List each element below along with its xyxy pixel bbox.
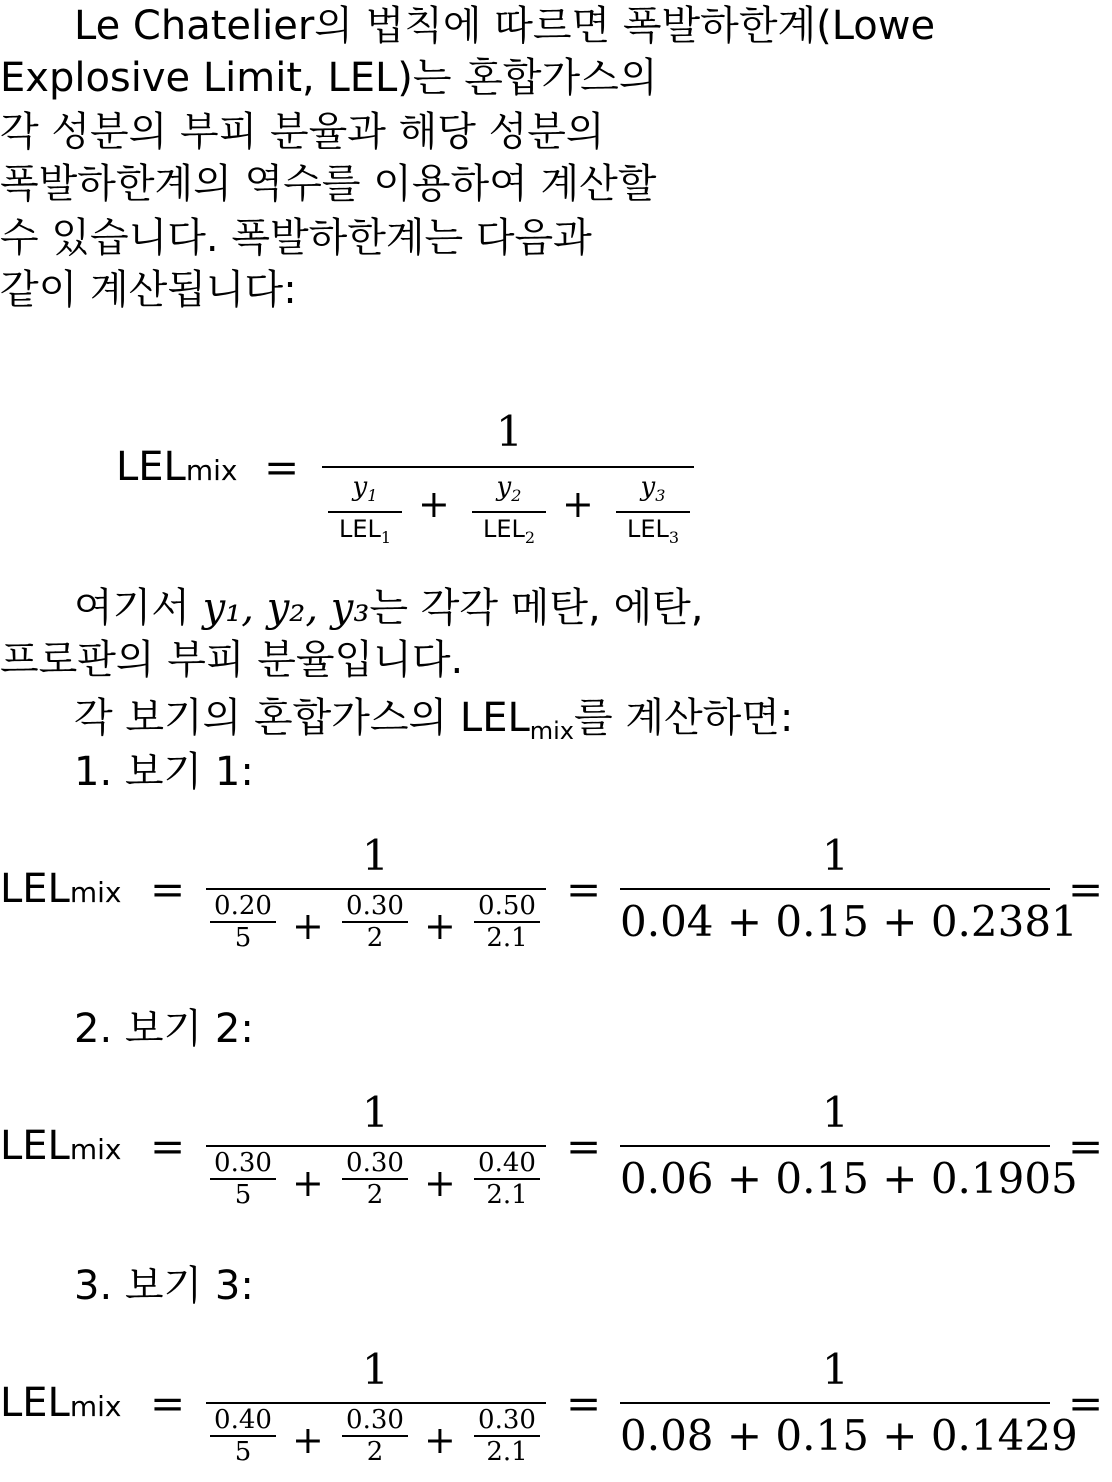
formula-term-2: $y_2$ $LEL_2$ <box>472 474 546 552</box>
equation-numerator-2: 1 <box>822 1345 849 1394</box>
equation-lhs: LELmix <box>0 866 122 912</box>
equation-fraction-bar-1 <box>206 888 546 890</box>
equation-fraction-bar-1 <box>206 1402 546 1404</box>
equation-equals-3: = <box>1068 1379 1104 1428</box>
equation-equals-2: = <box>566 1122 602 1171</box>
equation-fraction-bar-2 <box>620 1145 1050 1147</box>
equation-fraction-bar-1 <box>206 1145 546 1147</box>
example-label: 3. 보기 3: <box>74 1263 254 1309</box>
formula-term-3: $y_3$ $LEL_3$ <box>616 474 690 552</box>
formula-lhs: LEL <box>116 444 186 490</box>
equation-equals-1: = <box>150 865 186 914</box>
small-fraction: 0.30 2.1 <box>474 1406 540 1466</box>
general-formula <box>0 400 1112 550</box>
equation-sum: 0.06 + 0.15 + 0.1905 <box>620 1154 1078 1203</box>
small-fraction: 0.30 2 <box>342 892 408 952</box>
small-fraction: 0.50 2.1 <box>474 892 540 952</box>
equation-numerator-1: 1 <box>362 1345 389 1394</box>
formula-plus-1: + <box>418 482 450 526</box>
intro-line-6: 같이 계산됩니다: <box>0 267 297 313</box>
example-equation <box>0 1342 1112 1482</box>
formula-numerator: 1 <box>496 407 523 456</box>
equation-plus: + <box>292 1161 324 1205</box>
equation-equals-2: = <box>566 865 602 914</box>
equation-plus: + <box>424 1161 456 1205</box>
equation-equals-1: = <box>150 1379 186 1428</box>
intro-line-5: 수 있습니다. 폭발하한계는 다음과 <box>0 215 592 261</box>
equation-equals-3: = <box>1068 865 1104 914</box>
formula-term-1: $y_1$ $LEL_1$ <box>328 474 402 552</box>
equation-plus: + <box>292 1418 324 1462</box>
where-vars: y₁, y₂, y₃ <box>202 585 370 631</box>
intro-line-4: 폭발하한계의 역수를 이용하여 계산할 <box>0 161 657 207</box>
equation-plus: + <box>424 1418 456 1462</box>
equation-numerator-1: 1 <box>362 831 389 880</box>
equation-fraction-bar-2 <box>620 888 1050 890</box>
equation-lhs: LELmix <box>0 1380 122 1426</box>
example-equation <box>0 1085 1112 1225</box>
equation-numerator-2: 1 <box>822 1088 849 1137</box>
example-label: 2. 보기 2: <box>74 1006 254 1052</box>
equation-plus: + <box>424 904 456 948</box>
where-line-1: 여기서 y₁, y₂, y₃는 각각 메탄, 에탄, <box>74 585 704 631</box>
small-fraction: 0.20 5 <box>210 892 276 952</box>
small-fraction: 0.30 5 <box>210 1149 276 1209</box>
equation-sum: 0.04 + 0.15 + 0.2381 <box>620 897 1078 946</box>
equation-equals-3: = <box>1068 1122 1104 1171</box>
formula-fraction-bar <box>322 466 694 468</box>
example-label: 1. 보기 1: <box>74 749 254 795</box>
calc-intro: 각 보기의 혼합가스의 $LEL_{mix}$를 계산하면: <box>74 695 794 745</box>
small-fraction: 0.40 2.1 <box>474 1149 540 1209</box>
equation-numerator-2: 1 <box>822 831 849 880</box>
example-equation <box>0 828 1112 968</box>
equation-plus: + <box>292 904 324 948</box>
intro-line-1: Le Chatelier의 법칙에 따르면 폭발하한계(Lowe <box>74 3 936 49</box>
equation-sum: 0.08 + 0.15 + 0.1429 <box>620 1411 1078 1460</box>
equation-fraction-bar-2 <box>620 1402 1050 1404</box>
equation-lhs: LELmix <box>0 1123 122 1169</box>
equation-equals-2: = <box>566 1379 602 1428</box>
equation-equals-1: = <box>150 1122 186 1171</box>
small-fraction: 0.40 5 <box>210 1406 276 1466</box>
intro-line-2: Explosive Limit, LEL)는 혼합가스의 <box>0 55 658 101</box>
equation-numerator-1: 1 <box>362 1088 389 1137</box>
formula-lhs-sub: mix <box>185 454 238 487</box>
where-line-2: 프로판의 부피 분율입니다. <box>0 637 464 683</box>
formula-equals: = <box>264 443 300 492</box>
small-fraction: 0.30 2 <box>342 1406 408 1466</box>
small-fraction: 0.30 2 <box>342 1149 408 1209</box>
intro-line-3: 각 성분의 부피 분율과 해당 성분의 <box>0 109 605 155</box>
formula-plus-2: + <box>562 482 594 526</box>
